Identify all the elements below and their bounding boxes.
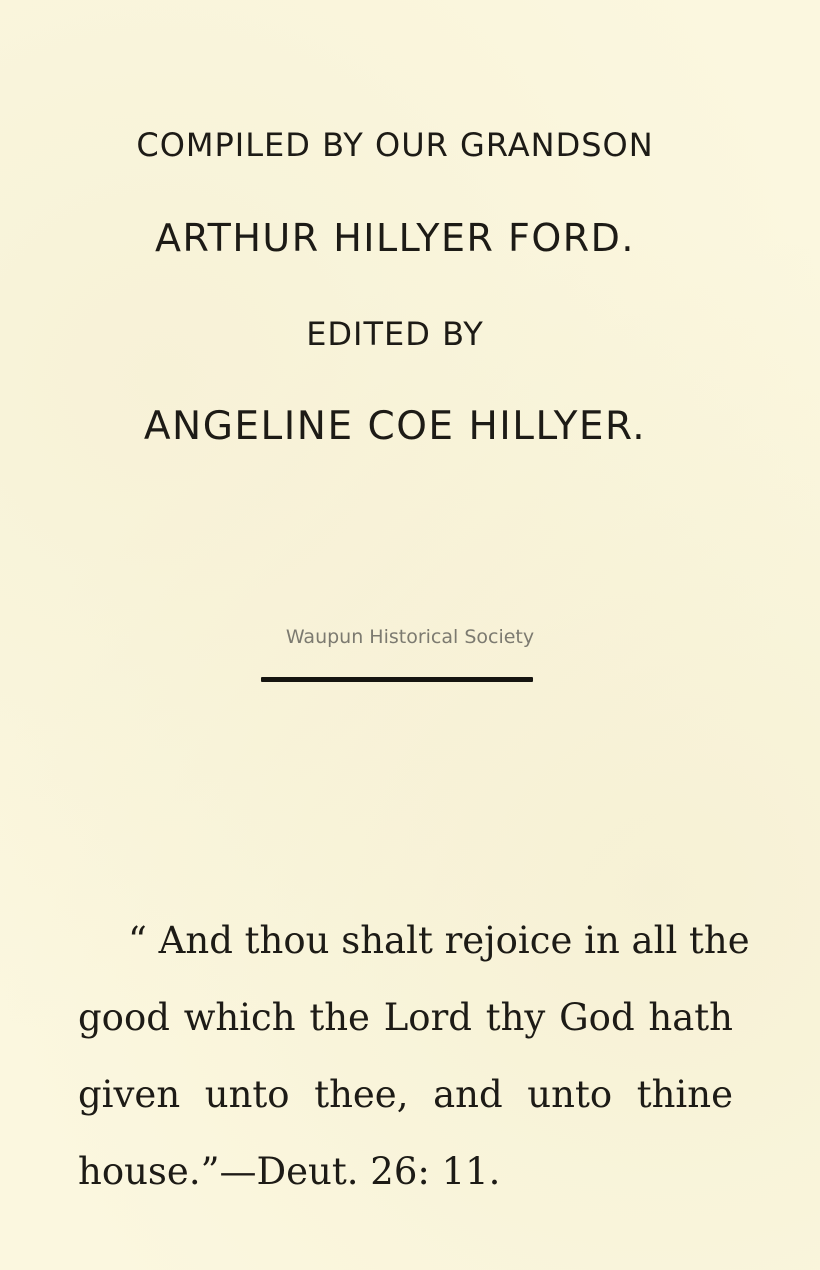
editor-name: ANGELINE COE HILLYER. <box>143 404 647 449</box>
watermark-text: Waupun Historical Society <box>285 626 535 648</box>
epigraph-line: house.”—Deut. 26: 11. <box>78 1150 501 1193</box>
compiled-by-line: COMPILED BY OUR GRANDSON <box>136 126 654 164</box>
epigraph-line: “ And thou shalt rejoice in all the <box>128 919 750 962</box>
horizontal-rule <box>261 677 533 682</box>
edited-by-line: EDITED BY <box>306 315 484 353</box>
compiler-name: ARTHUR HILLYER FORD. <box>154 216 635 260</box>
epigraph-line: given unto thee, and unto thine <box>78 1073 733 1116</box>
epigraph <box>78 902 750 1210</box>
epigraph-line: good which the Lord thy God hath <box>78 996 733 1039</box>
